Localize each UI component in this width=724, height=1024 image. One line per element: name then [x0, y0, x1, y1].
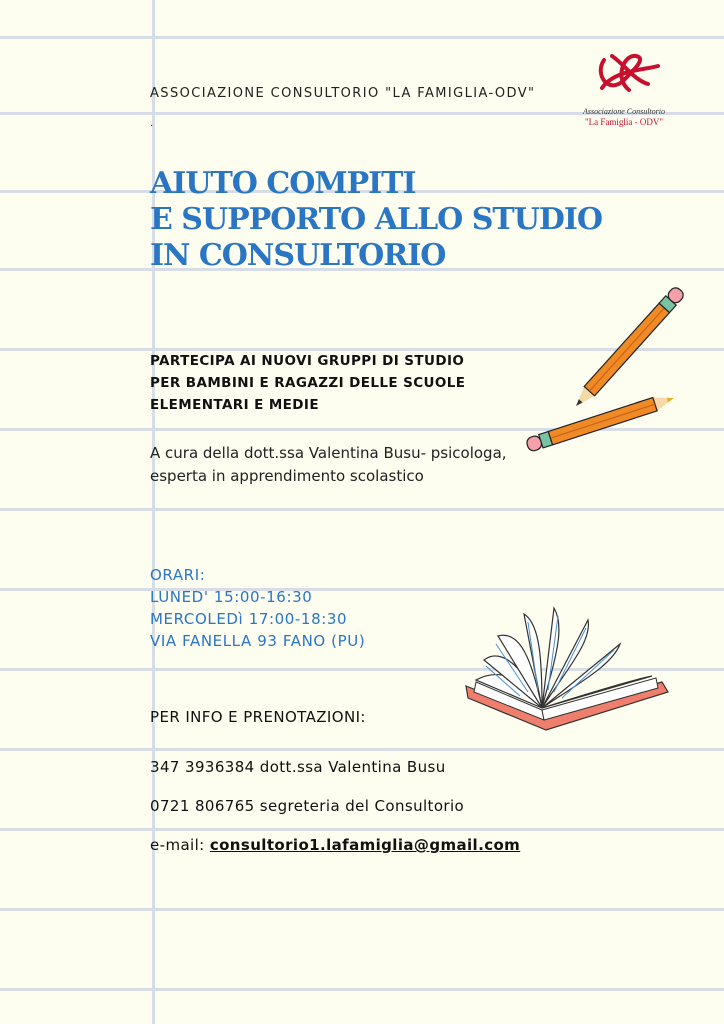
email-link[interactable]: consultorio1.lafamiglia@gmail.com [209, 836, 521, 854]
subtitle-line: ELEMENTARI E MEDIE [150, 397, 319, 413]
contact-phone-2[interactable]: 0721 806765 segreteria del Consultorio [150, 797, 465, 815]
logo-text-line1: Associazione Consultorio [582, 107, 666, 116]
schedule-monday: LUNED' 15:00-16:30 [150, 588, 313, 606]
contact-email-row [150, 836, 520, 854]
logo-knot-icon [574, 50, 674, 130]
title-line: AIUTO COMPITI [150, 166, 416, 201]
notebook-margin-line [152, 0, 155, 1024]
notebook-line [0, 36, 724, 39]
subtitle [150, 350, 465, 416]
organization-name: ASSOCIAZIONE CONSULTORIO "LA FAMIGLIA-ODV" [150, 86, 536, 101]
notebook-line [0, 908, 724, 911]
contacts-heading: PER INFO E PRENOTAZIONI: [150, 708, 366, 726]
pencils-illustration [518, 286, 698, 466]
schedule-label: ORARI: [150, 566, 206, 584]
schedule-wednesday: MERCOLEDì 17:00-18:30 [150, 610, 348, 628]
schedule-address: VIA FANELLA 93 FANO (PU) [150, 632, 366, 650]
email-label: e-mail: [150, 836, 210, 854]
schedule [150, 564, 365, 652]
pencil-icon [525, 391, 676, 452]
separator-dot: . [150, 118, 154, 129]
title-line: IN CONSULTORIO [150, 238, 446, 273]
logo-text-line2: "La Famiglia - ODV" [584, 117, 664, 127]
contact-phone-1[interactable]: 347 3936384 dott.ssa Valentina Busu [150, 758, 446, 776]
subtitle-line: PARTECIPA AI NUOVI GRUPPI DI STUDIO [150, 353, 465, 369]
subtitle-line: PER BAMBINI E RAGAZZI DELLE SCUOLE [150, 375, 466, 391]
pencil-icon [571, 286, 686, 411]
title-line: E SUPPORTO ALLO STUDIO [150, 202, 603, 237]
curator-text: A cura della dott.ssa Valentina Busu- psicologa, esperta in apprendimento scolastico [150, 444, 507, 485]
page-title [150, 166, 602, 274]
contacts [150, 708, 520, 854]
notebook-line [0, 508, 724, 511]
notebook-line [0, 988, 724, 991]
